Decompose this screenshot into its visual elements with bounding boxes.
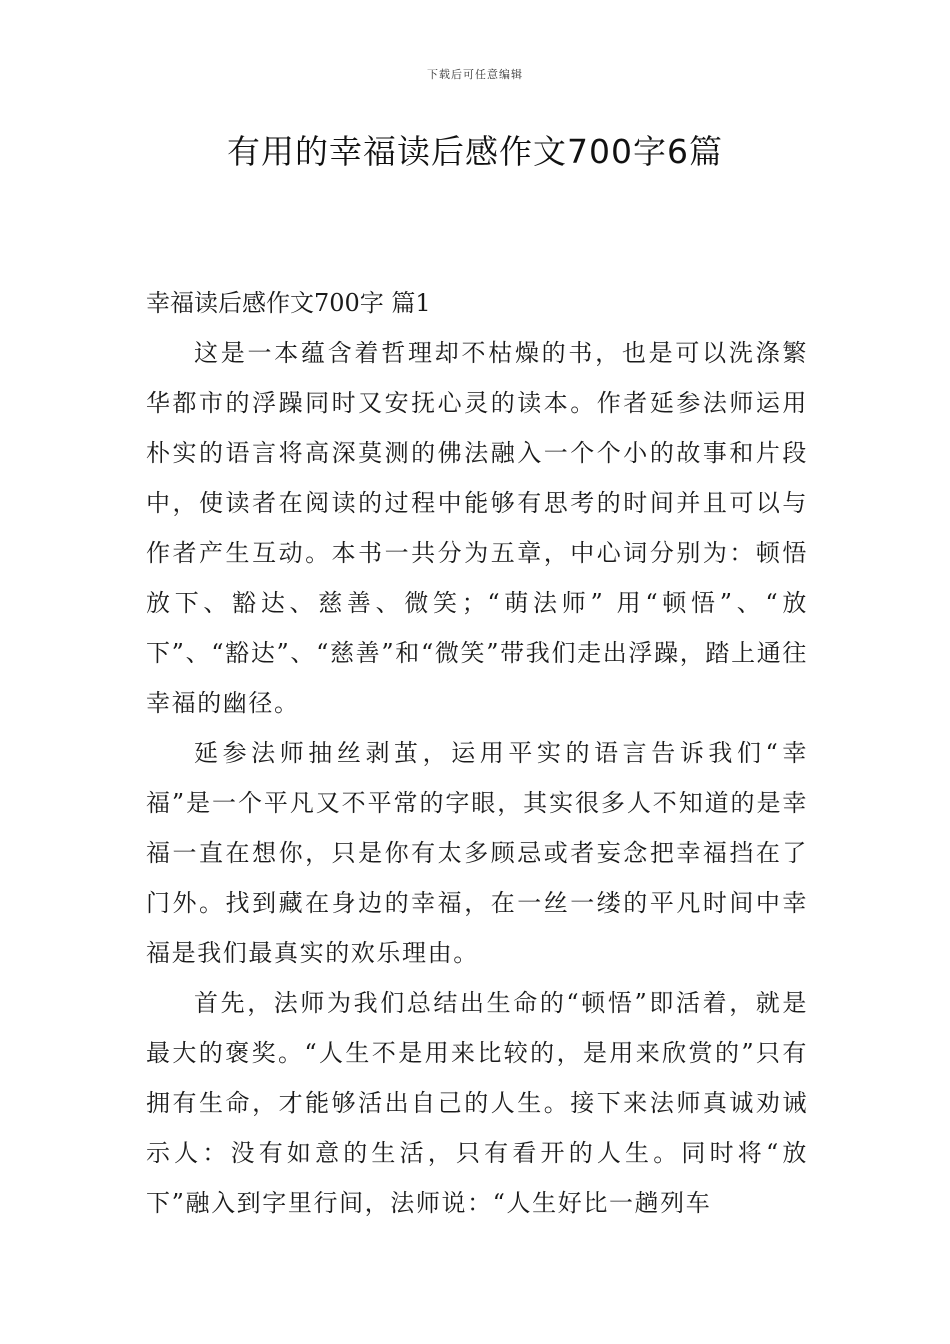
paragraph-1: 这是一本蕴含着哲理却不枯燥的书，也是可以洗涤繁华都市的浮躁同时又安抚心灵的读本。作者延参法师运用朴实的语言将高深莫测的佛法融入一个个小的故事和片段中，使读者在阅读的过程中能够有思考的时间并且可以与作者产生互动。本书一共分为五章，中心词分别为：顿悟放下、豁达、慈善、微笑；“萌法师” 用“顿悟”、“放下”、“豁达”、“慈善”和“微笑”带我们走出浮躁，踏上通往幸福的幽径。 xyxy=(146,339,808,717)
section-heading: 幸福读后感作文700字 篇1 xyxy=(146,289,431,317)
document-title: 有用的幸福读后感作文700字6篇 xyxy=(227,132,723,171)
paragraph-3: 首先，法师为我们总结出生命的“顿悟”即活着，就是最大的褒奖。“人生不是用来比较的，是用来欣赏的”只有拥有生命，才能够活出自己的人生。接下来法师真诚劝诫示人：没有如意的生活，只有看开的人生。同时将“放下”融入到字里行间，法师说：“人生好比一趟列车 xyxy=(146,989,808,1217)
header-note: 下载后可任意编辑 xyxy=(427,68,523,81)
paragraph-2: 延参法师抽丝剥茧，运用平实的语言告诉我们“幸福”是一个平凡又不平常的字眼，其实很多人不知道的是幸福一直在想你，只是你有太多顾忌或者妄念把幸福挡在了门外。找到藏在身边的幸福，在一丝一缕的平凡时间中幸福是我们最真实的欢乐理由。 xyxy=(146,739,808,967)
document-body xyxy=(146,278,808,1228)
